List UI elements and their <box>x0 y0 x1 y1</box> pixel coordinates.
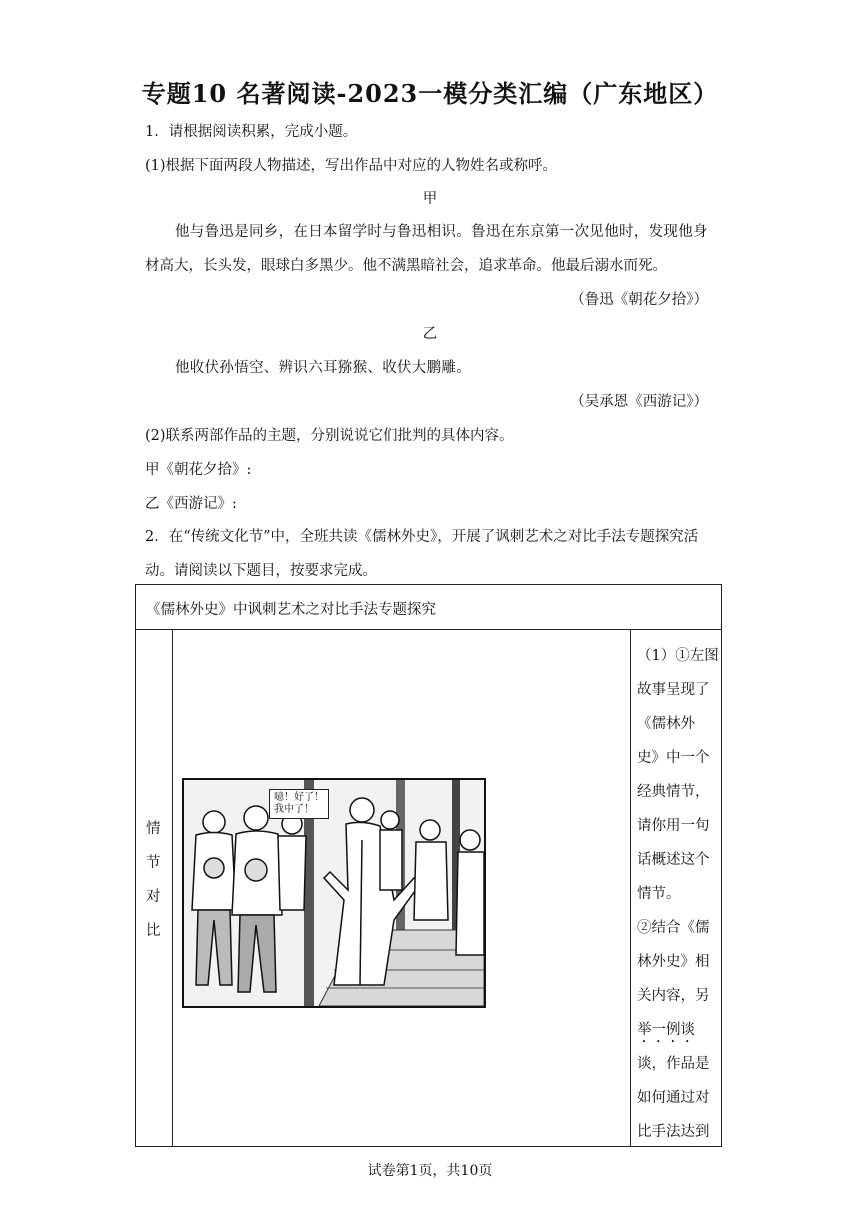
speech-line: 噫！好了！ <box>274 792 324 803</box>
question-line: 经典情节， <box>637 784 710 800</box>
fan-jin-illustration <box>182 778 486 1008</box>
question-line: 史》中一个 <box>637 750 710 766</box>
page-title: 专题10 名著阅读-2023一模分类汇编（广东地区） <box>141 79 719 108</box>
speech-bubble <box>269 789 329 819</box>
row-label-cell <box>136 629 173 1147</box>
question-1-part-2: (2)联系两部作品的主题，分别说说它们批判的具体内容。 <box>145 428 514 444</box>
inquiry-table <box>135 584 722 1147</box>
answer-yi-label: 乙《西游记》: <box>145 496 237 512</box>
passage-yi-label: 乙 <box>422 326 438 342</box>
question-line: 比手法达到 <box>637 1124 710 1140</box>
question-line: ②结合《儒 <box>637 920 710 936</box>
passage-jia-line-2: 材高大，长头发，眼球白多黑少。他不满黑暗社会，追求革命。他最后溺水而死。 <box>145 258 667 274</box>
page-footer: 试卷第1页，共10页 <box>367 1163 493 1179</box>
question-line: 话概述这个 <box>637 852 710 868</box>
question-line: （1）①左图 <box>637 648 719 664</box>
row-label-char: 对 <box>146 889 161 905</box>
passage-jia-source: （鲁迅《朝花夕拾》） <box>570 292 708 308</box>
row-label-char: 节 <box>146 855 161 871</box>
question-line-emphasis: 举一例谈 <box>637 1022 695 1038</box>
table-header: 《儒林外史》中讽刺艺术之对比手法专题探究 <box>146 602 436 618</box>
question-cell <box>631 629 721 1147</box>
passage-jia-label: 甲 <box>422 191 438 207</box>
row-label-char: 情 <box>146 821 161 837</box>
question-1-part-1: (1)根据下面两段人物描述，写出作品中对应的人物姓名或称呼。 <box>145 158 558 174</box>
question-line: 情节。 <box>637 886 681 902</box>
speech-line: 我中了！ <box>274 804 314 815</box>
question-2-stem-line-1: 2．在“传统文化节”中，全班共读《儒林外史》，开展了讽刺艺术之对比手法专题探究活 <box>145 529 699 545</box>
question-line: 故事呈现了 <box>637 682 710 698</box>
question-line: 谈，作品是 <box>637 1056 710 1072</box>
passage-yi-line-1: 他收伏孙悟空、辨识六耳猕猴、收伏大鹏雕。 <box>175 360 471 376</box>
question-line: 关内容，另 <box>637 988 710 1004</box>
question-line: 请你用一句 <box>637 818 710 834</box>
question-line: 如何通过对 <box>637 1090 710 1106</box>
row-label-char: 比 <box>146 923 161 939</box>
illustration-drawing <box>184 780 484 1006</box>
passage-yi-source: （吴承恩《西游记》） <box>570 394 708 410</box>
answer-jia-label: 甲《朝花夕拾》: <box>145 462 252 478</box>
passage-jia-line-1: 他与鲁迅是同乡，在日本留学时与鲁迅相识。鲁迅在东京第一次见他时，发现他身 <box>175 224 708 240</box>
question-1-stem: 1．请根据阅读积累，完成小题。 <box>145 124 358 140</box>
illustration-cell <box>172 629 631 1147</box>
table-header-row <box>136 585 721 630</box>
question-2-stem-line-2: 动。请阅读以下题目，按要求完成。 <box>145 563 377 579</box>
question-line: 林外史》相 <box>637 954 710 970</box>
question-line: 《儒林外 <box>637 716 695 732</box>
